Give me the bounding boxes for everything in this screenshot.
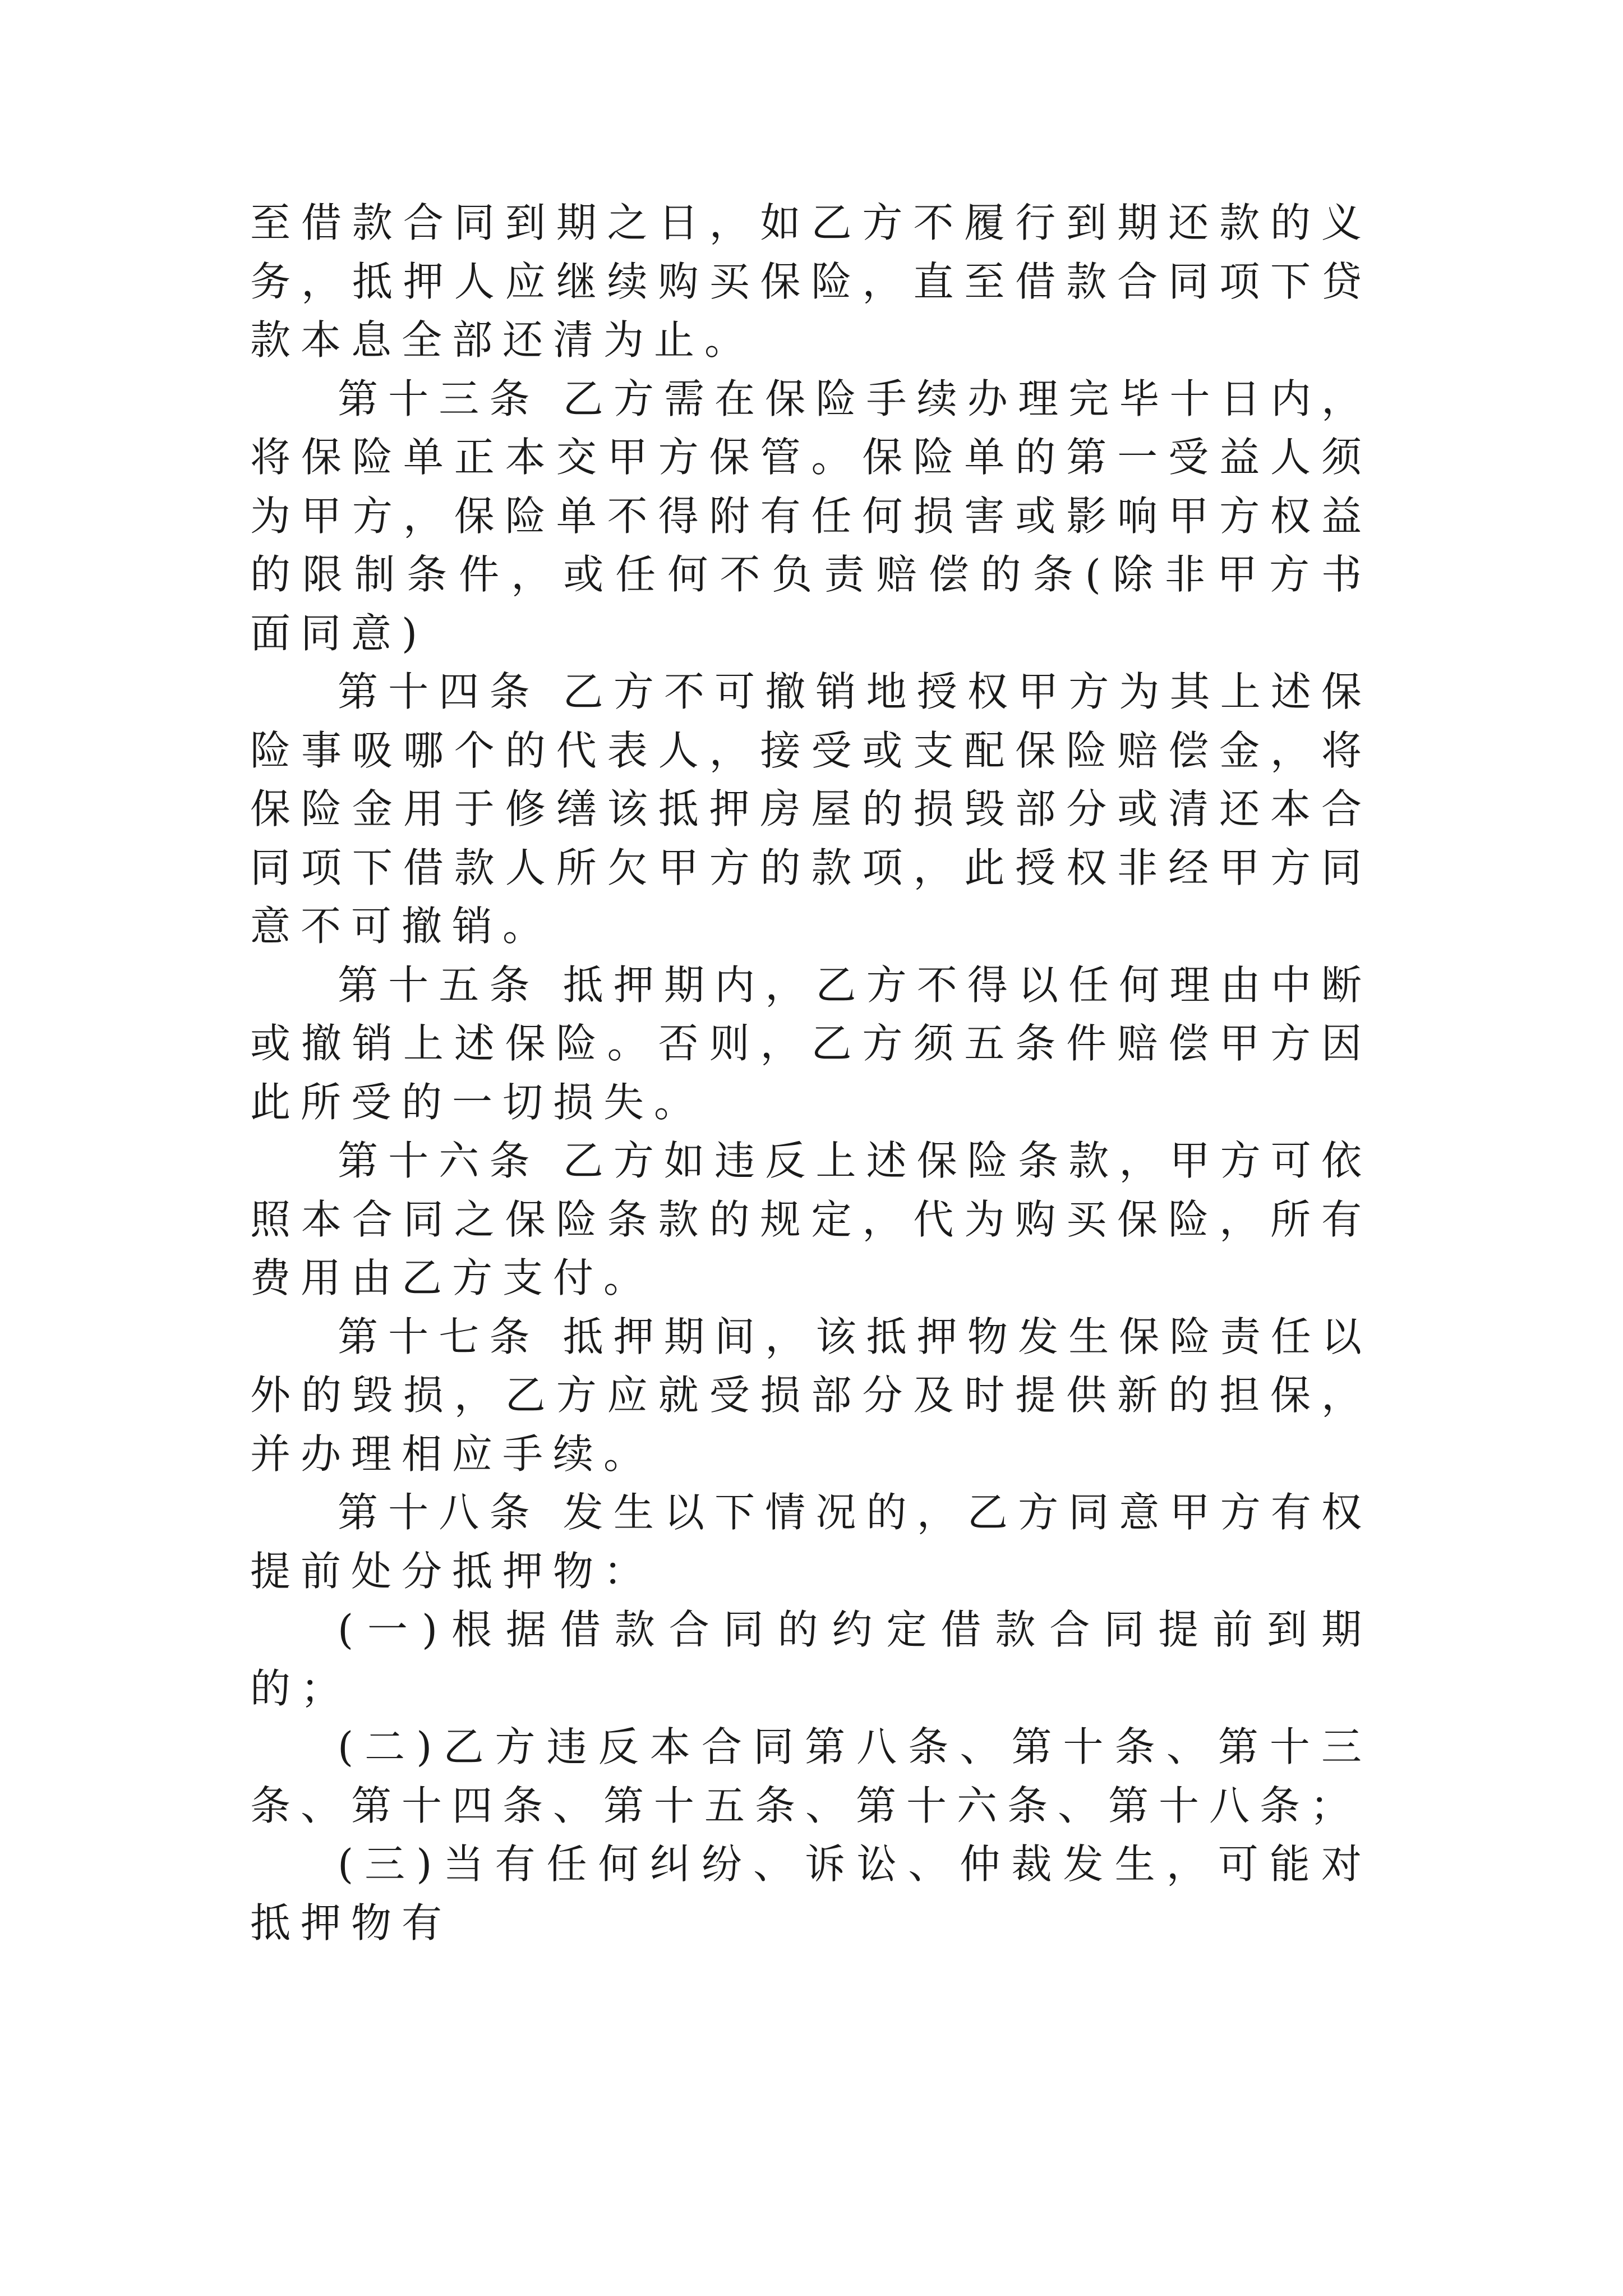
article-16-paragraph: 第十六条 乙方如违反上述保险条款，甲方可依照本合同之保险条款的规定，代为购买保险，所有费用由乙方支付。 — [250, 1137, 1372, 1301]
document-body — [250, 194, 1372, 1952]
list-item-3: (三)当有任何纠纷、诉讼、仲裁发生，可能对抵押物有 — [250, 1841, 1372, 1947]
paragraph-continued: 至借款合同到期之日，如乙方不履行到期还款的义务，抵押人应继续购买保险，直至借款合同项下贷款本息全部还清为止。 — [250, 199, 1372, 364]
article-18-paragraph: 第十八条 发生以下情况的，乙方同意甲方有权提前处分抵押物： — [250, 1489, 1372, 1595]
article-14-paragraph: 第十四条 乙方不可撤销地授权甲方为其上述保险事吸哪个的代表人，接受或支配保险赔偿金，将保险金用于修缮该抵押房屋的损毁部分或清还本合同项下借款人所欠甲方的款项，此授权非经甲方同意不可撤销。 — [250, 668, 1372, 950]
article-13-paragraph: 第十三条 乙方需在保险手续办理完毕十日内，将保险单正本交甲方保管。保险单的第一受益人须为甲方，保险单不得附有任何损害或影响甲方权益的限制条件，或任何不负责赔偿的条(除非甲方书面同意) — [250, 375, 1372, 657]
list-item-2: (二)乙方违反本合同第八条、第十条、第十三条、第十四条、第十五条、第十六条、第十八条； — [250, 1723, 1372, 1829]
list-item-1: (一)根据借款合同的约定借款合同提前到期的； — [250, 1606, 1372, 1712]
article-17-paragraph: 第十七条 抵押期间，该抵押物发生保险责任以外的毁损，乙方应就受损部分及时提供新的担保，并办理相应手续。 — [250, 1313, 1372, 1478]
article-15-paragraph: 第十五条 抵押期内，乙方不得以任何理由中断或撤销上述保险。否则，乙方须五条件赔偿甲方因此所受的一切损失。 — [250, 961, 1372, 1126]
